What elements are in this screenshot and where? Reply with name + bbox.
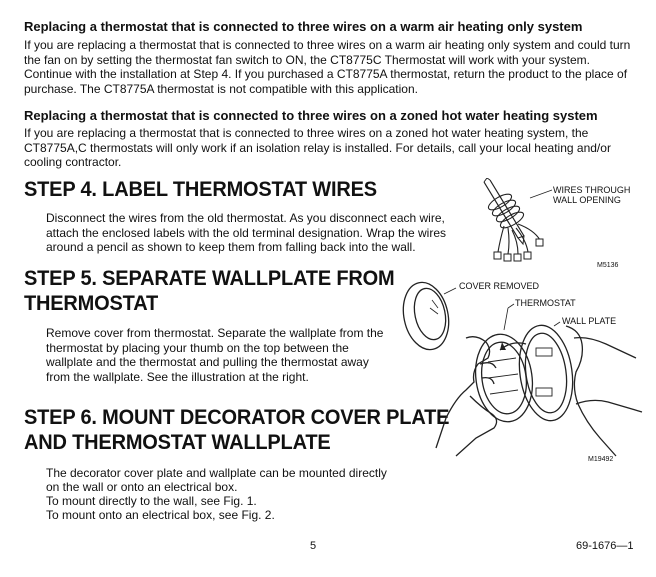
thermostat-figure-code: M19492 — [588, 456, 614, 463]
step4-body: Disconnect the wires from the old thermostat. As you disconnect each wire, attach the enclosed labels with the old terminal designation. Wrap the wires around a pencil as shown to keep them from falling back into the wall. — [46, 211, 447, 254]
document-number: 69-1676—1 — [576, 540, 634, 552]
step6-title-line1: STEP 6. MOUNT DECORATOR COVER PLATE — [24, 405, 450, 429]
warm-air-heading: Replacing a thermostat that is connected to three wires on a warm air heating only system — [24, 19, 583, 34]
step5-title-line2: THERMOSTAT — [24, 291, 159, 315]
step5-body: Remove cover from thermostat. Separate the wallplate from the thermostat by placing your thumb on the top between the wallplate and the thermostat and pulling the thermostat away from the wallplate. See the illustration at the right. — [46, 326, 384, 384]
wires-figure-code: M5136 — [597, 262, 619, 269]
hands-icon — [436, 326, 642, 456]
wallplate-icon — [514, 322, 579, 424]
wire-tags — [494, 239, 543, 261]
wires-label-line2: WALL OPENING — [553, 195, 621, 205]
step6-title-line2: AND THERMOSTAT WALLPLATE — [24, 430, 331, 454]
step6-body-line3: To mount directly to the wall, see Fig. 1. — [46, 494, 257, 508]
cover-removed-label: COVER REMOVED — [459, 281, 540, 291]
wires-label-line1: WIRES THROUGH — [553, 185, 631, 195]
thermostat-icon — [470, 331, 538, 426]
warm-air-body: If you are replacing a thermostat that is connected to three wires on a warm air heating only system and could turn the fan on by setting the thermostat fan switch to ON, the CT8775C Thermostat will work with your system. Continue with the installation at Step 4. If you purchased a CT8775A thermostat, return the product to the place of purchase. The CT8775A thermostat is not compatible with this application. — [24, 38, 631, 96]
wires-icon — [486, 191, 540, 254]
step6-body-line1: The decorator cover plate and wallplate can be mounted directly — [46, 466, 387, 480]
zoned-heading: Replacing a thermostat that is connected to three wires on a zoned hot water heating system — [24, 108, 598, 123]
step6-body-line4: To mount onto an electrical box, see Fig. 2. — [46, 508, 275, 522]
step4-title: STEP 4. LABEL THERMOSTAT WIRES — [24, 177, 377, 201]
page-number: 5 — [310, 540, 317, 552]
zoned-body: If you are replacing a thermostat that is connected to three wires on a zoned hot water heating system, the CT8775A,C thermostats will only work if an isolation relay is installed. For details, call your local heating and/or cooling contractor. — [24, 126, 611, 169]
step6-body-line2: on the wall or onto an electrical box. — [46, 480, 238, 494]
step5-title-line1: STEP 5. SEPARATE WALLPLATE FROM — [24, 266, 395, 290]
thermostat-label: THERMOSTAT — [515, 298, 576, 308]
wallplate-label: WALL PLATE — [562, 316, 617, 326]
cover-icon — [397, 278, 454, 354]
